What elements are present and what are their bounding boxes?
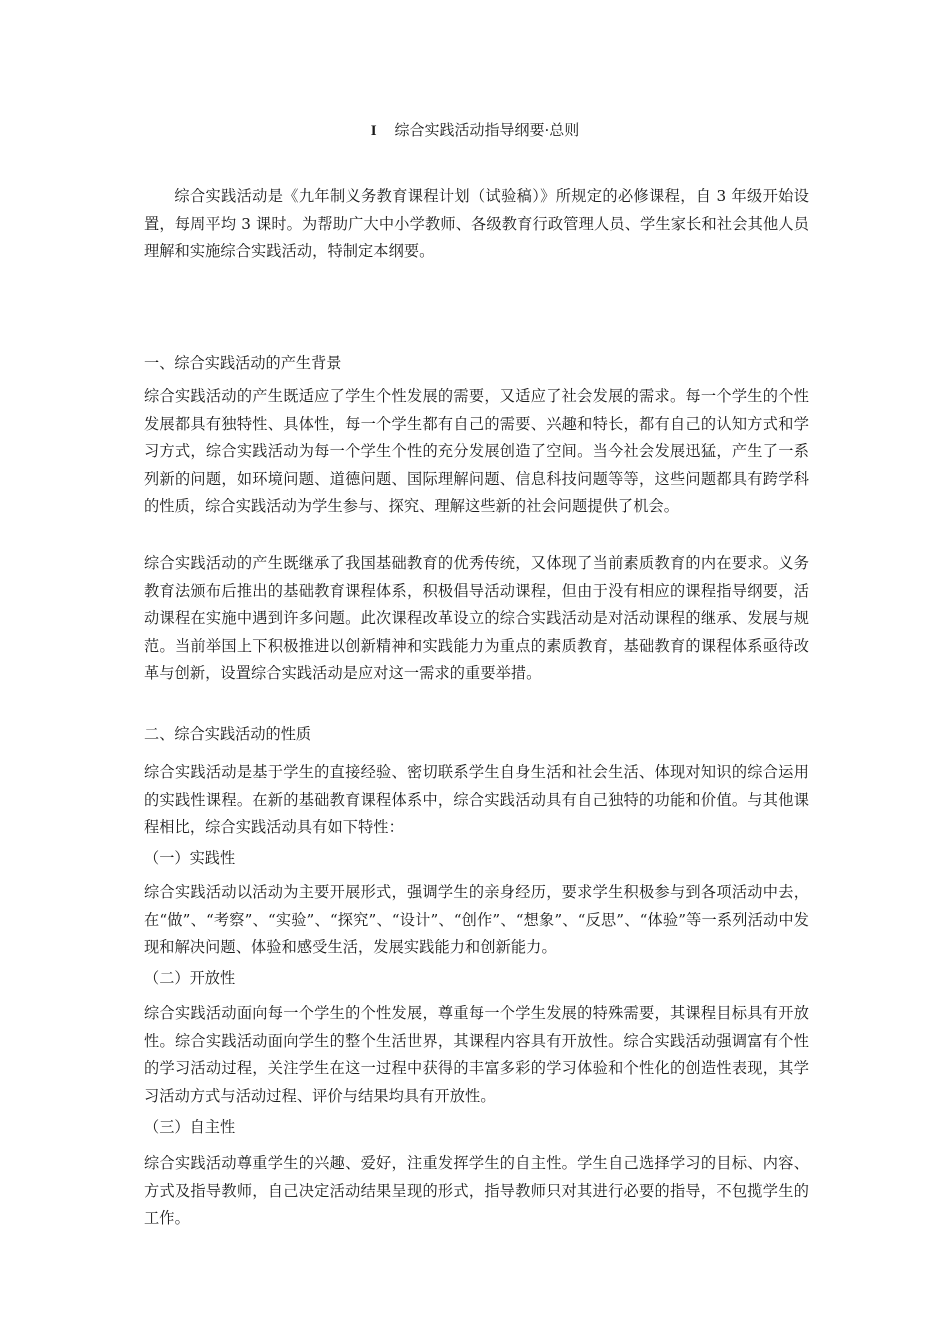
openness-paragraph: 综合实践活动面向每一个学生的个性发展，尊重每一个学生发展的特殊需要，其课程目标具有开放性。综合实践活动面向学生的整个生活世界，其课程内容具有开放性。综合实践活动强调富有个性的学习活动过程，关注学生在这一过程中获得的丰富多彩的学习体验和个性化的创造性表现，其学习活动方式与活动过程、评价与结果均具有开放性。 bbox=[144, 1004, 809, 1105]
nature-paragraph: 综合实践活动是基于学生的直接经验、密切联系学生自身生活和社会生活、体现对知识的综合运用的实践性课程。在新的基础教育课程体系中，综合实践活动具有自己独特的功能和价值。与其他课程相比，综合实践活动具有如下特性： bbox=[144, 763, 809, 836]
section-heading-background: 一、综合实践活动的产生背景 bbox=[144, 354, 342, 372]
subheading-openness: （二）开放性 bbox=[144, 969, 236, 987]
background-paragraph-2: 综合实践活动的产生既继承了我国基础教育的优秀传统，又体现了当前素质教育的内在要求。义务教育法颁布后推出的基础教育课程体系，积极倡导活动课程，但由于没有相应的课程指导纲要，活动课程在实施中遇到许多问题。此次课程改革设立的综合实践活动是对活动课程的继承、发展与规范。当前举国上下积极推进以创新精神和实践能力为重点的素质教育，基础教育的课程体系亟待改革与创新，设置综合实践活动是应对这一需求的重要举措。 bbox=[144, 554, 809, 682]
document-title bbox=[0, 118, 950, 143]
section-heading-nature: 二、综合实践活动的性质 bbox=[144, 725, 312, 743]
intro-paragraph: 综合实践活动是《九年制义务教育课程计划（试验稿）》所规定的必修课程，自 3 年级开始设置，每周平均 3 课时。为帮助广大中小学教师、各级教育行政管理人员、学生家长和社会其他人员理解和实施综合实践活动，特制定本纲要。 bbox=[144, 187, 809, 260]
autonomy-paragraph: 综合实践活动尊重学生的兴趣、爱好，注重发挥学生的自主性。学生自己选择学习的目标、内容、方式及指导教师，自己决定活动结果呈现的形式，指导教师只对其进行必要的指导，不包揽学生的工作。 bbox=[144, 1154, 809, 1227]
title-roman-numeral: I bbox=[370, 123, 377, 139]
practicality-paragraph: 综合实践活动以活动为主要开展形式，强调学生的亲身经历，要求学生积极参与到各项活动中去，在“做”、“考察”、“实验”、“探究”、“设计”、“创作”、“想象”、“反思”、“体验”等一系列活动中发现和解决问题、体验和感受生活，发展实践能力和创新能力。 bbox=[144, 883, 809, 956]
background-paragraph-1: 综合实践活动的产生既适应了学生个性发展的需要，又适应了社会发展的需求。每一个学生的个性发展都具有独特性、具体性，每一个学生都有自己的需要、兴趣和特长，都有自己的认知方式和学习方式，综合实践活动为每一个学生个性的充分发展创造了空间。当今社会发展迅猛，产生了一系列新的问题，如环境问题、道德问题、国际理解问题、信息科技问题等等，这些问题都具有跨学科的性质，综合实践活动为学生参与、探究、理解这些新的社会问题提供了机会。 bbox=[144, 387, 809, 515]
subheading-practicality: （一）实践性 bbox=[144, 849, 236, 867]
subheading-autonomy: （三）自主性 bbox=[144, 1118, 236, 1136]
title-text: 综合实践活动指导纲要·总则 bbox=[394, 121, 580, 139]
